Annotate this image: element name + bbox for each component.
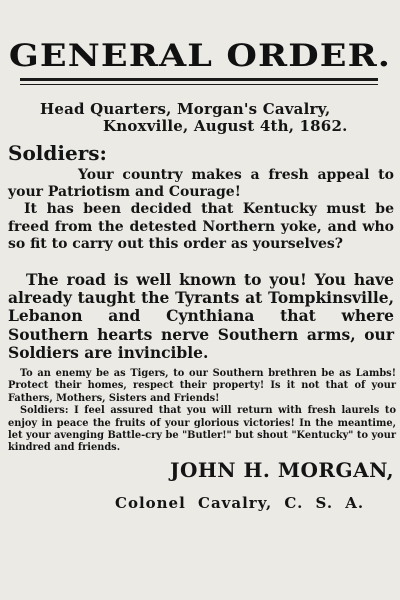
opening-paragraphs [8,167,394,253]
title-rule-thin [20,84,378,85]
document-title: GENERAL ORDER. [8,38,392,74]
paragraph-appeal: Your country makes a fresh appeal to your Patriotism and Courage! [8,167,394,201]
closing-paragraphs [8,368,396,455]
place-date-line: Knoxville, August 4th, 1862. [103,117,348,135]
title-rule-thick [20,78,378,81]
signature-rank: Colonel Cavalry, C. S. A. [115,494,365,512]
paragraph-road: The road is well known to you! You have already taught the Tyrants at Tompkinsville, Lebanon and Cynthiana that where Southern hearts nerve Southern arms, our Soldiers are invincible. [8,270,394,362]
paragraph-tigers: To an enemy be as Tigers, to our Southern brethren be as Lambs! Protect their homes, respect their property! Is it not that of your Fathers, Mothers, Sisters and Friends! [8,368,396,404]
main-paragraph [8,271,394,362]
headquarters-line: Head Quarters, Morgan's Cavalry, [40,100,331,118]
paragraph-battle-cry: Soldiers: I feel assured that you will return with fresh laurels to enjoy in peace the fruits of your glorious victories! In the meantime, let your avenging Battle-cry be "Butler!" but shout "Kentucky" to your kindred and friends. [8,405,396,454]
paragraph-kentucky: It has been decided that Kentucky must be freed from the detested Northern yoke, and who so fit to carry out this order as yourselves? [8,201,394,252]
signature-name: JOHN H. MORGAN, [170,458,395,482]
salutation: Soldiers: [8,141,107,165]
